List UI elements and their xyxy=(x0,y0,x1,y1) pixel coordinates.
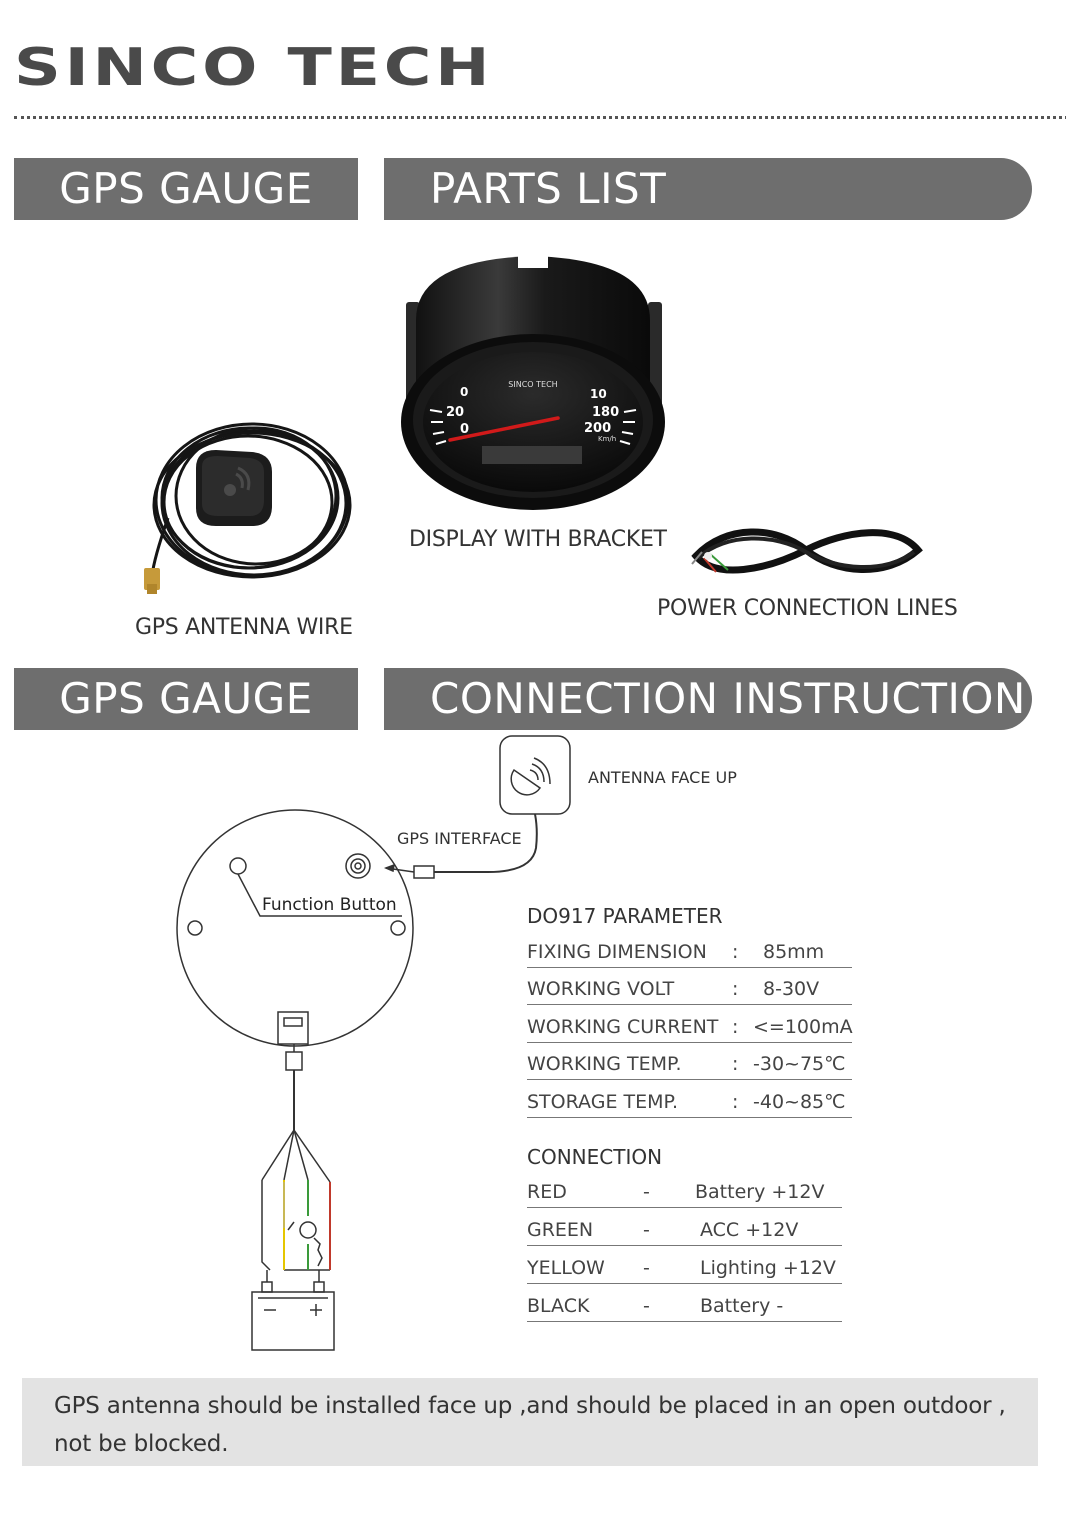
label-function-button: Function Button xyxy=(262,895,397,915)
label-power-connection-lines: POWER CONNECTION LINES xyxy=(657,596,958,621)
param-value: 85mm xyxy=(763,941,825,963)
wire-sep: - xyxy=(643,1257,650,1279)
param-name: FIXING DIMENSION xyxy=(527,941,707,963)
param-sep: : xyxy=(732,1053,739,1075)
param-sep: : xyxy=(732,978,739,1000)
connection-row-black xyxy=(527,1285,842,1322)
param-name: WORKING VOLT xyxy=(527,978,675,1000)
label-gps-antenna-wire: GPS ANTENNA WIRE xyxy=(135,615,353,640)
param-name: WORKING TEMP. xyxy=(527,1053,682,1075)
gauge-tick-200: 200 xyxy=(584,421,612,436)
param-value: <=100mA xyxy=(753,1016,853,1038)
section-connection-instruction: CONNECTION INSTRUCTION xyxy=(384,668,1032,730)
label-antenna-face-up: ANTENNA FACE UP xyxy=(588,768,737,787)
gauge-tick-0a: 0 xyxy=(460,385,469,399)
power-connection-lines-image xyxy=(686,520,926,586)
gauge-display-image xyxy=(398,250,668,515)
wire-name: RED xyxy=(527,1181,567,1203)
gauge-tick-10: 10 xyxy=(590,387,607,401)
param-name: STORAGE TEMP. xyxy=(527,1091,679,1113)
param-row-working-volt xyxy=(527,969,852,1005)
section-parts-list: PARTS LIST xyxy=(384,158,1032,220)
param-row-working-temp xyxy=(527,1044,852,1080)
section-gps-gauge-parts: GPS GAUGE xyxy=(14,158,358,220)
wire-target: ACC +12V xyxy=(700,1219,799,1241)
gauge-tick-180: 180 xyxy=(592,405,620,420)
gauge-brand-text: SINCO TECH xyxy=(508,380,558,389)
dotted-divider xyxy=(14,116,1066,119)
connection-row-yellow xyxy=(527,1247,842,1284)
param-value: -40~85℃ xyxy=(753,1091,846,1113)
gauge-unit-text: Km/h xyxy=(598,435,617,443)
gauge-tick-20: 20 xyxy=(446,405,465,420)
note-line-2: not be blocked. xyxy=(54,1431,229,1457)
wire-name: BLACK xyxy=(527,1295,590,1317)
wire-name: GREEN xyxy=(527,1219,594,1241)
note-line-1: GPS antenna should be installed face up ,and should be placed in an open outdoor , xyxy=(54,1393,1006,1419)
param-row-working-current xyxy=(527,1007,852,1043)
wire-target: Battery +12V xyxy=(695,1181,825,1203)
wire-name: YELLOW xyxy=(527,1257,605,1279)
param-name: WORKING CURRENT xyxy=(527,1016,719,1038)
brand-logo: SINCO TECH xyxy=(14,38,494,98)
wire-sep: - xyxy=(643,1181,650,1203)
label-display-with-bracket: DISPLAY WITH BRACKET xyxy=(409,527,667,552)
section-gps-gauge-connection: GPS GAUGE xyxy=(14,668,358,730)
wire-target: Lighting +12V xyxy=(700,1257,836,1279)
connection-row-red xyxy=(527,1171,842,1208)
gps-antenna-wire-image xyxy=(140,408,356,598)
wire-sep: - xyxy=(643,1295,650,1317)
gauge-tick-0: 0 xyxy=(460,422,470,437)
param-row-storage-temp xyxy=(527,1082,852,1118)
parameters-title: DO917 PARAMETER xyxy=(527,904,723,928)
connection-row-green xyxy=(527,1209,842,1246)
param-sep: : xyxy=(732,1016,739,1038)
installation-note xyxy=(22,1378,1038,1466)
connection-title: CONNECTION xyxy=(527,1145,663,1169)
param-sep: : xyxy=(732,941,739,963)
param-row-fixing-dimension xyxy=(527,932,852,968)
label-gps-interface: GPS INTERFACE xyxy=(397,829,522,848)
param-sep: : xyxy=(732,1091,739,1113)
param-value: -30~75℃ xyxy=(753,1053,846,1075)
wire-sep: - xyxy=(643,1219,650,1241)
param-value: 8-30V xyxy=(763,978,820,1000)
wire-target: Battery - xyxy=(700,1295,784,1317)
